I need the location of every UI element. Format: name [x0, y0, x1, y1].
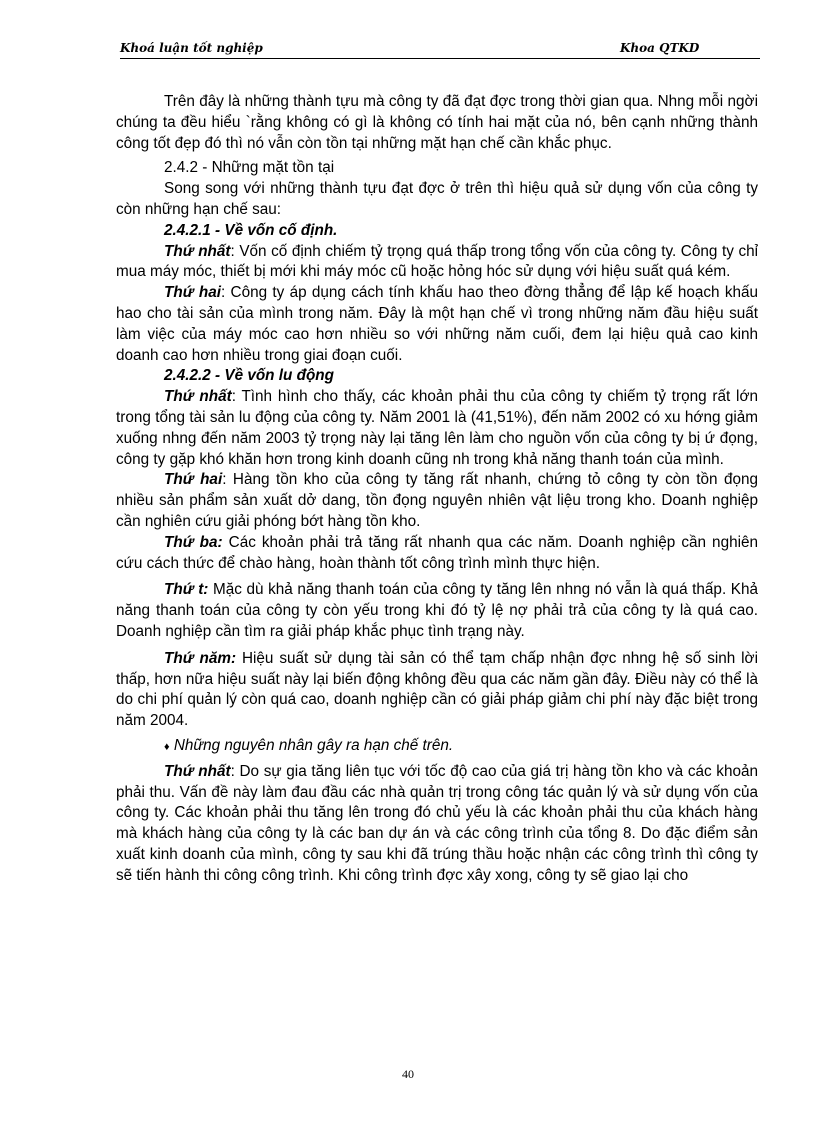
causes-heading-text: Những nguyên nhân gây ra hạn chế trên.	[173, 736, 454, 754]
working-third-text: Các khoản phải trả tăng rất nhanh qua các năm. Doanh nghiệp cần nghiên cứu cách thức để chào hàng, hoàn thành tốt công trình mình thực hiện.	[116, 533, 758, 572]
working-second-text: : Hàng tồn kho của công ty tăng rất nhanh, chứng tỏ công ty còn tồn đọng nhiều sản phẩm sản xuất dở dang, tồn đọng nguyên nhiên vật liệu trong kho. Doanh nghiệp cần nghiên cứu giải phóng bớt hàng tồn kho.	[116, 471, 758, 530]
working-fourth-paragraph	[116, 580, 758, 642]
working-fifth-text: Hiệu suất sử dụng tài sản có thể tạm chấp nhận đợc nhng hệ số sinh lời thấp, hơn nữa hiệu suất này lại biến động không đều qua các năm gần đây. Điều này có thể là do chi phí quản lý còn quá cao, doanh nghiệp cần có giải pháp giảm chi phí này đặc biệt trong năm 2004.	[116, 649, 758, 730]
working-first-paragraph	[116, 387, 758, 470]
causes-heading	[116, 736, 758, 758]
cause-first-label: Thứ nhất	[164, 762, 231, 780]
header-faculty: Khoa QTKD	[620, 41, 700, 55]
page-number: 40	[402, 1067, 414, 1081]
subsection-heading-working-capital: 2.4.2.2 - Về vốn lu động	[164, 367, 334, 385]
fixed-first-label: Thứ nhất	[164, 242, 231, 260]
diamond-bullet-icon: ♦	[164, 740, 170, 753]
document-body	[116, 92, 758, 886]
working-fourth-label: Thứ t:	[164, 581, 209, 599]
working-fourth-text: Mặc dù khả năng thanh toán của công ty tăng lên nhng nó vẫn là quá thấp. Khả năng thanh toán của công ty còn yếu trong khi đó tỷ lệ nợ phải trả của công ty là quá cao. Doanh nghiệp cần tìm ra giải pháp khắc phục tình trạng này.	[116, 581, 758, 640]
fixed-second-label: Thứ hai	[164, 284, 222, 302]
working-first-text: : Tình hình cho thấy, các khoản phải thu của công ty chiếm tỷ trọng rất lớn trong tổng tài sản lu động của công ty. Năm 2001 là (41,51%), đến năm 2002 có xu hớng giảm xuống nhng đến năm 2003 tỷ trọng này lại tăng lên làm cho nguồn vốn của công ty bị ứ đọng, công ty gặp khó khăn hơn trong kinh doanh cũng nh trong khả năng thanh toán của mình.	[116, 388, 758, 468]
working-third-label: Thứ ba:	[164, 533, 223, 551]
subsection-heading-fixed-capital: 2.4.2.1 - Về vốn cố định.	[164, 221, 338, 239]
cause-first-text: : Do sự gia tăng liên tục với tốc độ cao của giá trị hàng tồn kho và các khoản phải thu. Vấn đề này làm đau đầu các nhà quản trị trong công tác quản lý và sử dụng vốn của công ty. Các khoản phải thu tăng lên trong đó chủ yếu là các khoản phải thu của khách hàng mà khách hàng của công ty là các ban dự án và các công trình của tổng 8. Do đặc điểm sản xuất kinh doanh của mình, công ty sau khi đã trúng thầu hoặc nhận các công trình thì công ty sẽ tiến hành thi công công trình. Khi công trình đợc xây xong, công ty sẽ giao lại cho	[116, 762, 758, 884]
section-intro-paragraph: Song song với những thành tựu đạt đợc ở trên thì hiệu quả sử dụng vốn của công ty còn những hạn chế sau:	[116, 180, 758, 218]
header-thesis-title: Khoá luận tốt nghiệp	[120, 41, 263, 55]
working-fifth-label: Thứ năm:	[164, 649, 237, 667]
working-second-label: Thứ hai	[164, 471, 223, 489]
working-first-label: Thứ nhất	[164, 388, 232, 406]
working-fifth-paragraph	[116, 649, 758, 732]
fixed-first-text: : Vốn cố định chiếm tỷ trọng quá thấp trong tổng vốn của công ty. Công ty chỉ mua máy móc, thiết bị mới khi máy móc cũ hoặc hỏng hóc sử dụng với hiệu suất quá kém.	[116, 242, 758, 281]
working-third-paragraph	[116, 533, 758, 575]
intro-paragraph: Trên đây là những thành tựu mà công ty đã đạt đợc trong thời gian qua. Nhng mỗi ngời chúng ta đều hiểu `rằng không có gì là không có tính hai mặt của nó, bên cạnh những thành công tốt đẹp đó thì nó vẫn còn tồn tại những mặt hạn chế cần khắc phục.	[116, 93, 758, 152]
section-heading-2-4-2: 2.4.2 - Những mặt tồn tại	[164, 159, 335, 177]
fixed-first-paragraph	[116, 242, 758, 284]
cause-first-paragraph	[116, 762, 758, 887]
fixed-second-paragraph	[116, 283, 758, 366]
working-second-paragraph	[116, 470, 758, 532]
page-header	[120, 40, 760, 59]
fixed-second-text: : Công ty áp dụng cách tính khấu hao theo đờng thẳng để lập kế hoạch khấu hao cho tài sản của mình trong năm. Đây là một hạn chế vì trong những năm đầu hiệu suất làm việc của máy móc cao hơn nhiều so với những năm cuối, đem lại hiệu quả cao kinh doanh cao hơn nhiều trong giai đoạn cuối.	[116, 284, 758, 364]
